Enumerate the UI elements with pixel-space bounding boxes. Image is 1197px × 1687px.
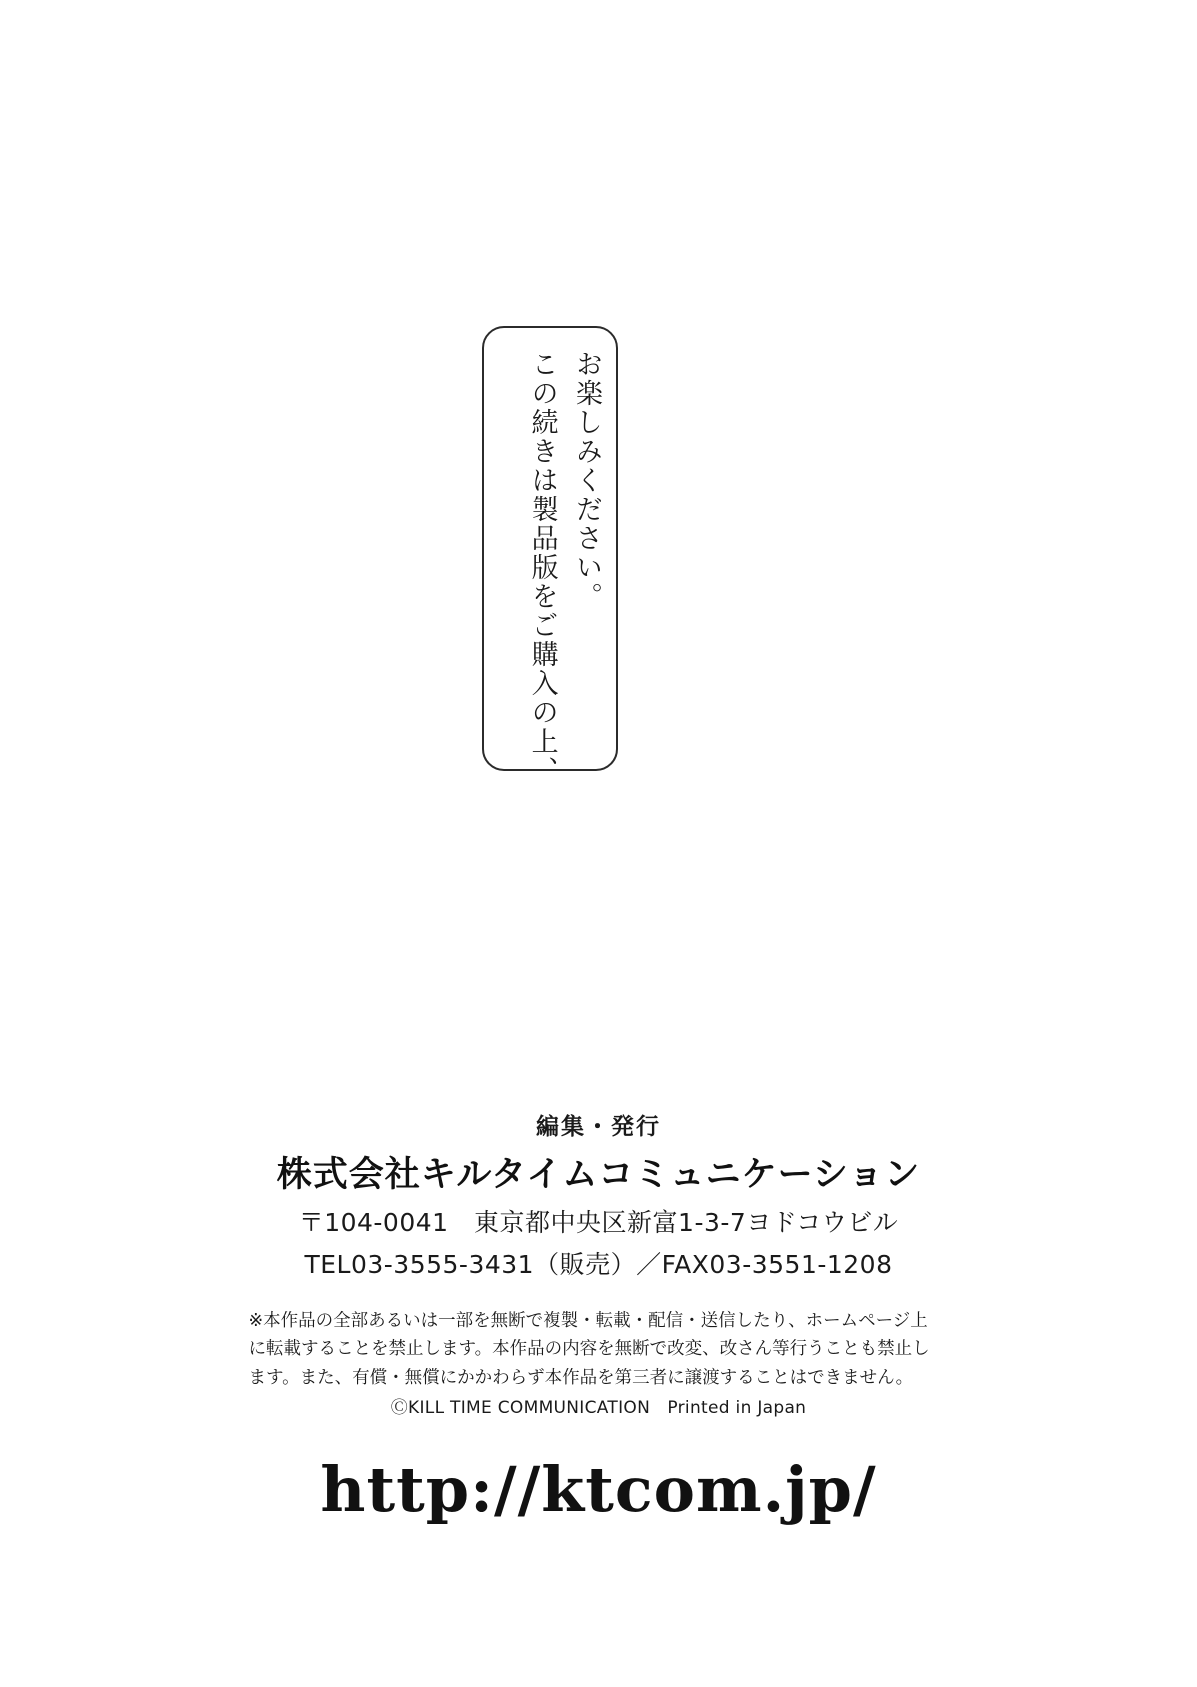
publisher-address: 〒104-0041 東京都中央区新富1-3-7ヨドコウビル — [298, 1208, 899, 1237]
legal-notice — [249, 1307, 949, 1423]
legal-line-1: ※本作品の全部あるいは一部を無断で複製・転載・配信・送信したり、ホームページ上 — [248, 1311, 928, 1331]
publisher-tel-fax: TEL03-3555-3431（販売）／FAX03-3551-1208 — [304, 1250, 893, 1279]
purchase-notice-text — [513, 350, 602, 785]
purchase-notice-box — [482, 326, 618, 785]
publisher-name: 株式会社キルタイムコミュニケーション — [276, 1155, 921, 1195]
notice-line-1: この続きは製品版をご購入の上、 — [526, 350, 558, 785]
legal-line-3: ます。また、有償・無償にかかわらず本作品を第三者に譲渡することはできません。 — [248, 1367, 914, 1388]
colophon — [0, 1108, 1197, 1526]
publisher-website-url[interactable]: http://ktcom.jp/ — [320, 1452, 877, 1526]
legal-line-2: に転載することを禁止します。本作品の内容を無断で改変、改さん等行うことも禁止し — [248, 1339, 930, 1360]
copyright-line: ⒸKILL TIME COMMUNICATION Printed in Japan — [390, 1398, 807, 1419]
colophon-section-label: 編集・発行 — [536, 1114, 661, 1140]
notice-line-2: お楽しみください。 — [571, 350, 602, 611]
